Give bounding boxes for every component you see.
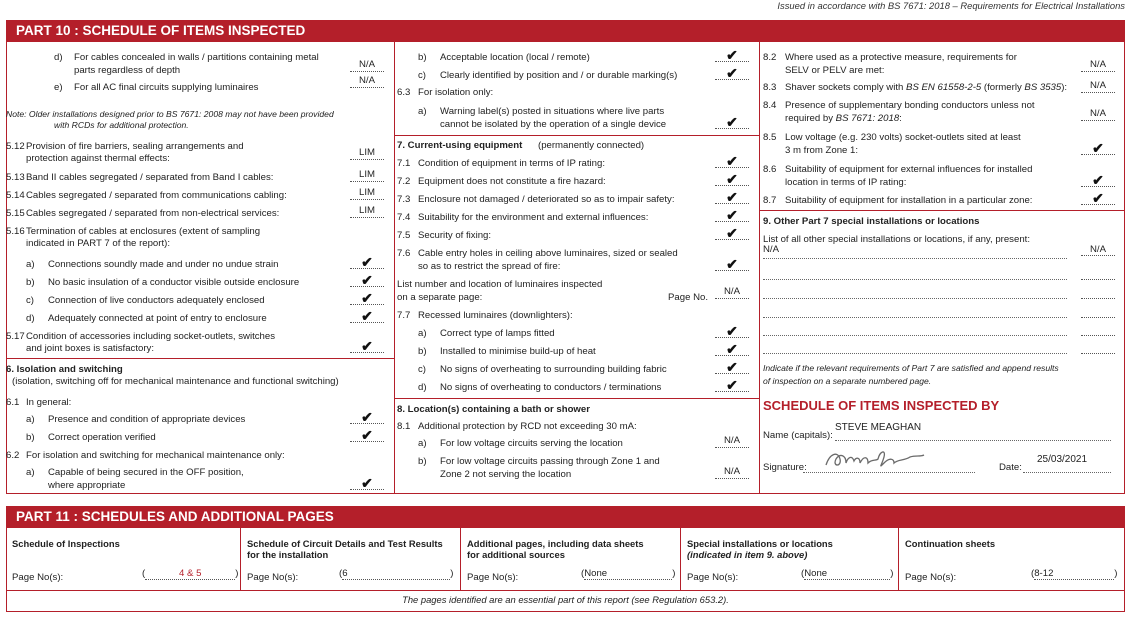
name-line — [835, 440, 1111, 441]
item-text: For all AC final circuits supplying luminaires — [74, 82, 259, 93]
result-field[interactable]: ✔ — [1077, 174, 1119, 189]
item-text: Clearly identified by position and / or durable marking(s) — [440, 70, 678, 81]
item-text: Acceptable location (local / remote) — [440, 52, 590, 63]
item-number: 5.17 — [6, 331, 25, 342]
page-no-label: Page No. — [668, 292, 709, 303]
result-field[interactable]: ✔ — [711, 343, 753, 358]
result-field[interactable]: ✔ — [1077, 192, 1119, 207]
item-text: In general: — [26, 397, 72, 408]
result-field[interactable]: LIM — [346, 169, 388, 182]
section-7-subtitle: (permanently connected) — [538, 140, 645, 151]
item-label: a) — [26, 414, 35, 425]
item-number: 7.4 — [397, 212, 411, 223]
result-field[interactable]: N/A — [346, 59, 388, 72]
item-label: a) — [418, 106, 427, 117]
result-field[interactable]: N/A — [1077, 59, 1119, 72]
result-field[interactable]: N/A — [1077, 244, 1119, 256]
item-number: 5.16 — [6, 226, 25, 237]
result-field[interactable] — [1077, 306, 1119, 318]
result-field[interactable]: LIM — [346, 187, 388, 200]
item-number: 7.2 — [397, 176, 411, 187]
item-text: Capable of being secured in the OFF position, — [48, 467, 244, 478]
result-field[interactable]: ✔ — [346, 477, 388, 492]
result-field[interactable]: N/A — [711, 466, 753, 479]
section-8-title: 8. Location(s) containing a bath or shower — [397, 404, 590, 415]
issued-note: Issued in accordance with BS 7671: 2018 – Requirements for Electrical Installations — [777, 0, 1125, 11]
result-field[interactable]: LIM — [346, 147, 388, 160]
item-text: Provision of fire barriers, sealing arrangements and — [26, 141, 244, 152]
item-text: Cables segregated / separated from non-electrical services: — [26, 208, 280, 219]
result-field[interactable]: ✔ — [711, 49, 753, 64]
result-field[interactable] — [1077, 342, 1119, 354]
section-7-title: 7. Current-using equipment — [397, 140, 523, 151]
item-text: For isolation only: — [418, 87, 494, 98]
section-9-line — [763, 298, 1067, 299]
item-label: d) — [26, 313, 35, 324]
result-field[interactable]: ✔ — [346, 340, 388, 355]
result-field[interactable] — [1077, 324, 1119, 336]
item-number: 7.3 — [397, 194, 411, 205]
section-9-line — [763, 279, 1067, 280]
item-number: 5.13 — [6, 172, 25, 183]
item-label: d) — [418, 382, 427, 393]
item-label: b) — [418, 52, 427, 63]
section-9-line — [763, 258, 1067, 259]
section-6-subtitle: (isolation, switching off for mechanical maintenance and functional switching) — [12, 376, 339, 387]
page-no-field[interactable]: (None ) — [801, 568, 894, 579]
section-9-note: of inspection on a separate numbered page. — [763, 376, 932, 386]
item-number: 8.7 — [763, 195, 777, 206]
item-text: Where used as a protective measure, requirements for — [785, 52, 1017, 63]
item-text: For cables concealed in walls / partitions containing metal — [74, 52, 319, 63]
result-field[interactable]: ✔ — [711, 173, 753, 188]
item-number: 8.3 — [763, 82, 777, 93]
result-field[interactable]: ✔ — [346, 256, 388, 271]
item-text: protection against thermal effects: — [26, 153, 170, 164]
section-9-line — [763, 353, 1067, 354]
item-text: Connection of live conductors adequately enclosed — [48, 295, 265, 306]
result-field[interactable]: ✔ — [711, 361, 753, 376]
date-value[interactable]: 25/03/2021 — [1037, 454, 1088, 465]
item-number: 8.6 — [763, 164, 777, 175]
item-text: No basic insulation of a conductor visible outside enclosure — [48, 277, 300, 288]
result-field[interactable] — [1077, 268, 1119, 280]
item-text: Cable entry holes in ceiling above luminaires, sized or sealed — [418, 248, 678, 259]
result-field[interactable]: ✔ — [711, 379, 753, 394]
item-text: For isolation and switching for mechanical maintenance only: — [26, 450, 285, 461]
result-field[interactable]: ✔ — [346, 310, 388, 325]
note-text: with RCDs for additional protection. — [54, 120, 189, 130]
item-text: Zone 2 not serving the location — [440, 469, 572, 480]
p11-special-installations: Special installations or locations (indicated in item 9. above) Page No(s): (None ) — [681, 528, 899, 590]
result-field[interactable] — [1077, 287, 1119, 299]
name-label: Name (capitals): — [763, 430, 833, 441]
page-no-field[interactable]: (6 ) — [339, 568, 454, 579]
result-field[interactable]: N/A — [1077, 80, 1119, 93]
item-text: and joint boxes is satisfactory: — [26, 343, 154, 354]
signature-image — [820, 447, 930, 473]
item-number: 7.7 — [397, 310, 411, 321]
luminaire-list-text: List number and location of luminaires inspected — [397, 279, 603, 290]
item-label: a) — [26, 467, 35, 478]
item-label: c) — [418, 364, 426, 375]
item-text: indicated in PART 7 of the report): — [26, 238, 170, 249]
item-number: 5.15 — [6, 208, 25, 219]
section-9-line — [763, 317, 1067, 318]
item-number: 7.6 — [397, 248, 411, 259]
section-9-title: 9. Other Part 7 special installations or locations — [763, 216, 980, 227]
page-no-label: Page No(s): — [905, 572, 957, 583]
page-no-field[interactable]: ( 4 & 5 ) — [142, 568, 239, 579]
part10-title-bar: PART 10 : SCHEDULE OF ITEMS INSPECTED — [6, 20, 1125, 42]
page-no-label: Page No(s): — [12, 572, 64, 583]
item-text: Installed to minimise build-up of heat — [440, 346, 596, 357]
p11-circuit-details: Schedule of Circuit Details and Test Results for the installation Page No(s): (6 ) — [241, 528, 461, 590]
item-text: For low voltage circuits serving the location — [440, 438, 623, 449]
name-value[interactable]: STEVE MEAGHAN — [835, 422, 922, 433]
item-text: Correct type of lamps fitted — [440, 328, 555, 339]
item-label: e) — [54, 82, 63, 93]
item-number: 6.1 — [6, 397, 20, 408]
item-label: a) — [418, 328, 427, 339]
part10-column-2 — [394, 42, 760, 494]
item-text: parts regardless of depth — [74, 65, 181, 76]
luminaire-list-text: on a separate page: — [397, 292, 483, 303]
result-field[interactable]: ✔ — [711, 191, 753, 206]
date-line — [1023, 472, 1111, 473]
item-text: so as to restrict the spread of fire: — [418, 261, 561, 272]
item-text: Suitability for the environment and external influences: — [418, 212, 649, 223]
page-no-field[interactable]: (8-12 ) — [1031, 568, 1118, 579]
item-text: Recessed luminaires (downlighters): — [418, 310, 573, 321]
item-label: b) — [418, 346, 427, 357]
item-text: 3 m from Zone 1: — [785, 145, 859, 156]
section-9-line — [763, 335, 1067, 336]
page-no-label: Page No(s): — [247, 572, 299, 583]
section-9-entry[interactable]: N/A — [763, 244, 779, 255]
item-text: No signs of overheating to surrounding building fabric — [440, 364, 667, 375]
part11-title-bar: PART 11 : SCHEDULES AND ADDITIONAL PAGES — [6, 506, 1125, 528]
result-field[interactable]: LIM — [346, 205, 388, 218]
result-field[interactable]: N/A — [1077, 108, 1119, 121]
note-text: Note: Older installations designed prior to BS 7671: 2008 may not have been provided — [6, 109, 334, 119]
item-label: c) — [26, 295, 34, 306]
result-field[interactable]: ✔ — [346, 292, 388, 307]
section-6-title: 6. Isolation and switching — [6, 364, 123, 375]
page-no-label: Page No(s): — [687, 572, 739, 583]
item-text: Band II cables segregated / separated from Band I cables: — [26, 172, 274, 183]
result-field[interactable]: ✔ — [711, 67, 753, 82]
item-text: required by BS 7671: 2018: — [785, 113, 902, 124]
item-text: Cables segregated / separated from communications cabling: — [26, 190, 287, 201]
item-text: Correct operation verified — [48, 432, 156, 443]
item-number: 6.3 — [397, 87, 411, 98]
page-no-field[interactable]: (None ) — [581, 568, 676, 579]
date-label: Date: — [999, 462, 1022, 473]
item-text: Condition of equipment in terms of IP rating: — [418, 158, 606, 169]
item-text: location in terms of IP rating: — [785, 177, 907, 188]
item-number: 6.2 — [6, 450, 20, 461]
item-text: No signs of overheating to conductors / terminations — [440, 382, 662, 393]
item-text: Enclosure not damaged / deteriorated so as to impair safety: — [418, 194, 675, 205]
item-text: Presence and condition of appropriate devices — [48, 414, 246, 425]
item-label: a) — [418, 438, 427, 449]
item-text: Low voltage (e.g. 230 volts) socket-outlets sited at least — [785, 132, 1021, 143]
item-text: Security of fixing: — [418, 230, 492, 241]
item-text: SELV or PELV are met: — [785, 65, 885, 76]
item-label: b) — [26, 432, 35, 443]
item-text: For low voltage circuits passing through Zone 1 and — [440, 456, 660, 467]
part10-column-3 — [759, 42, 1125, 494]
result-field[interactable]: ✔ — [711, 325, 753, 340]
item-text: Additional protection by RCD not exceeding 30 mA: — [418, 421, 637, 432]
item-number: 5.14 — [6, 190, 25, 201]
item-text: Termination of cables at enclosures (extent of sampling — [26, 226, 261, 237]
item-label: d) — [54, 52, 63, 63]
item-text: Warning label(s) posted in situations where live parts — [440, 106, 665, 117]
page-no-field[interactable]: N/A — [711, 286, 753, 299]
result-field[interactable]: ✔ — [711, 155, 753, 170]
inspected-by-title: SCHEDULE OF ITEMS INSPECTED BY — [763, 398, 1000, 413]
item-text: cannot be isolated by the operation of a single device — [440, 119, 667, 130]
item-number: 8.5 — [763, 132, 777, 143]
part10-column-1 — [6, 42, 395, 494]
section-9-note: Indicate if the relevant requirements of Part 7 are satisfied and append results — [763, 363, 1059, 373]
page-no-label: Page No(s): — [467, 572, 519, 583]
result-field[interactable]: ✔ — [1077, 142, 1119, 157]
result-field[interactable]: ✔ — [711, 209, 753, 224]
item-number: 5.12 — [6, 141, 25, 152]
result-field[interactable]: N/A — [711, 435, 753, 448]
item-text: Presence of supplementary bonding conductors unless not — [785, 100, 1035, 111]
result-field[interactable]: ✔ — [711, 258, 753, 273]
item-label: b) — [418, 456, 427, 467]
p11-additional-pages: Additional pages, including data sheets for additional sources Page No(s): (None ) — [461, 528, 681, 590]
item-label: b) — [26, 277, 35, 288]
item-number: 8.2 — [763, 52, 777, 63]
result-field[interactable]: ✔ — [346, 411, 388, 426]
section-9-list-label: List of all other special installations or locations, if any, present: — [763, 234, 1030, 245]
result-field[interactable]: N/A — [346, 75, 388, 88]
item-text: Condition of accessories including socket-outlets, switches — [26, 331, 276, 342]
item-text: where appropriate — [48, 480, 126, 491]
result-field[interactable]: ✔ — [711, 116, 753, 131]
item-number: 8.4 — [763, 100, 777, 111]
p11-continuation-sheets: Continuation sheets Page No(s): (8-12 ) — [905, 538, 1118, 583]
item-text: Suitability of equipment for external influences for installed — [785, 164, 1033, 175]
part11-footer-note: The pages identified are an essential part of this report (see Regulation 653.2). — [402, 594, 729, 605]
result-field[interactable]: ✔ — [346, 274, 388, 289]
result-field[interactable]: ✔ — [711, 227, 753, 242]
p11-schedule-of-inspections: Schedule of Inspections Page No(s): ( 4 & 5 ) — [6, 528, 241, 590]
item-text: Shaver sockets comply with BS EN 61558-2-5 (formerly BS 3535): — [785, 82, 1068, 93]
signature-label: Signature: — [763, 462, 807, 473]
item-text: Adequately connected at point of entry to enclosure — [48, 313, 267, 324]
item-label: a) — [26, 259, 35, 270]
item-text: Connections soundly made and under no undue strain — [48, 259, 279, 270]
item-number: 7.1 — [397, 158, 411, 169]
item-text: Suitability of equipment for installation in a particular zone: — [785, 195, 1033, 206]
item-number: 7.5 — [397, 230, 411, 241]
result-field[interactable]: ✔ — [346, 429, 388, 444]
item-label: c) — [418, 70, 426, 81]
item-number: 8.1 — [397, 421, 411, 432]
item-text: Equipment does not constitute a fire hazard: — [418, 176, 606, 187]
